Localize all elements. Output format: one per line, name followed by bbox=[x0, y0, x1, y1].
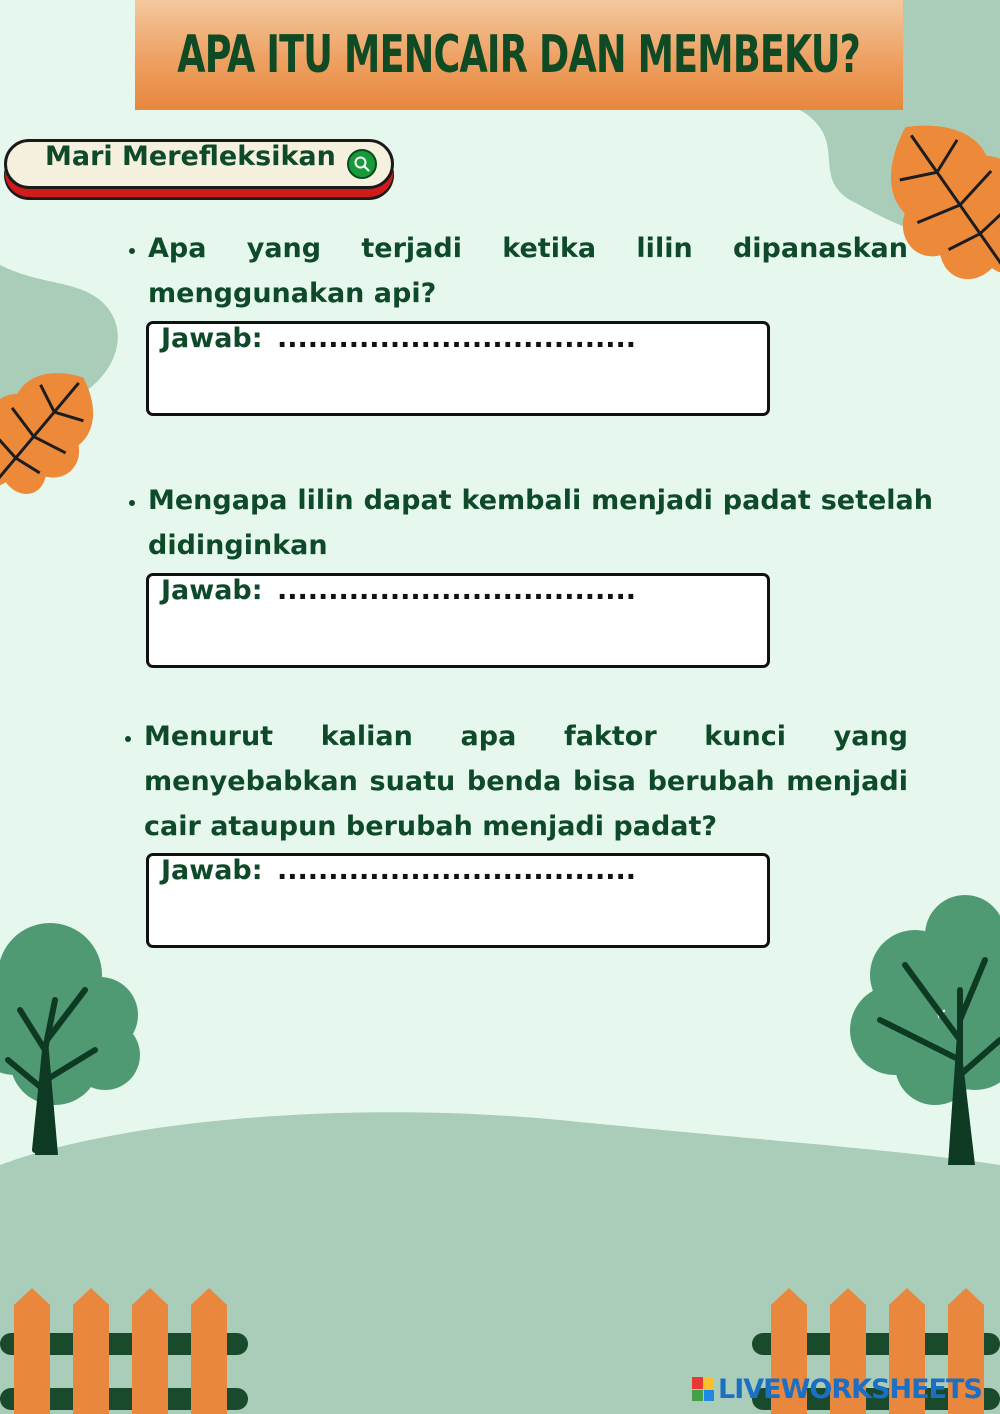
watermark-text: LIVEWORKSHEETS bbox=[718, 1373, 982, 1405]
answer-box-1[interactable] bbox=[146, 321, 770, 416]
question-3 bbox=[114, 714, 908, 849]
section-pill bbox=[4, 139, 394, 189]
search-icon bbox=[347, 149, 377, 179]
answer-box-3[interactable] bbox=[146, 853, 770, 948]
question-text: • Apa yang terjadi ketika lilin dipanaskan menggunakan api? bbox=[148, 226, 908, 316]
question-1 bbox=[118, 226, 908, 316]
tree-left bbox=[0, 923, 140, 1155]
liveworksheets-watermark[interactable] bbox=[692, 1374, 982, 1404]
question-text: • Mengapa lilin dapat kembali menjadi padat setelah didinginkan bbox=[148, 478, 933, 568]
page-title: APA ITU MENCAIR DAN MEMBEKU? bbox=[177, 25, 861, 85]
answer-field[interactable]: ................................... bbox=[277, 855, 636, 886]
question-text: • Menurut kalian apa faktor kunci yang menyebabkan suatu benda bisa berubah menjadi cair ataupun berubah menjadi padat? bbox=[144, 714, 908, 849]
section-label: Mari Merefleksikan bbox=[45, 141, 336, 172]
answer-box-2[interactable] bbox=[146, 573, 770, 668]
title-banner bbox=[135, 0, 903, 110]
answer-label: Jawab: bbox=[161, 575, 263, 606]
answer-label: Jawab: bbox=[161, 323, 263, 354]
question-2 bbox=[118, 478, 933, 568]
liveworksheets-logo-icon bbox=[692, 1377, 714, 1401]
answer-field[interactable]: ................................... bbox=[277, 323, 636, 354]
answer-label: Jawab: bbox=[161, 855, 263, 886]
tree-right bbox=[850, 895, 1000, 1165]
answer-field[interactable]: ................................... bbox=[277, 575, 636, 606]
